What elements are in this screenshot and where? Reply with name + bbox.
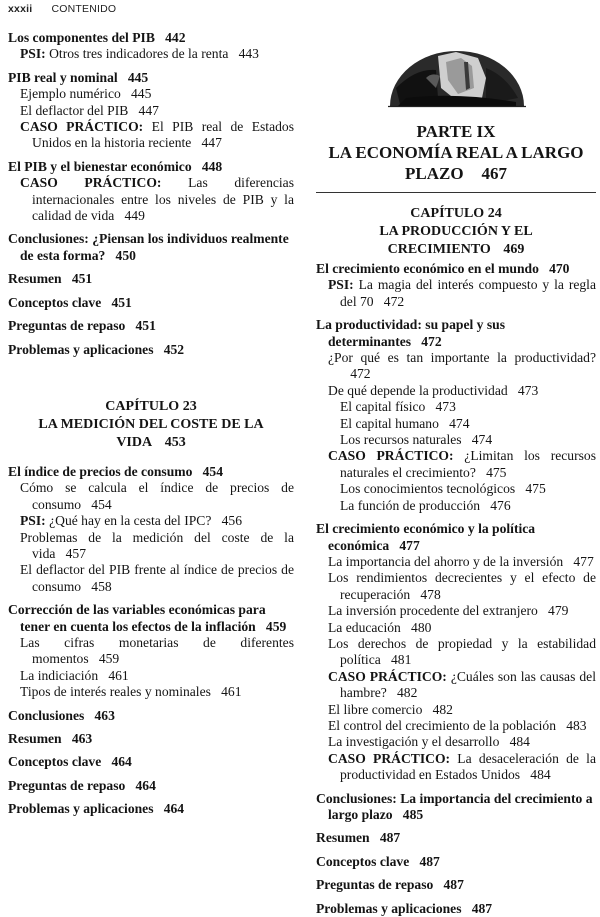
- chapter-24-label: CAPÍTULO 24: [410, 206, 502, 221]
- entry-label: CASO PRÁCTICO:: [20, 119, 144, 135]
- entry-page-number: 459: [265, 618, 287, 634]
- toc-subsection-entry[interactable]: [8, 635, 294, 668]
- entry-page-number: 487: [379, 830, 401, 846]
- entry-page-number: 463: [94, 707, 115, 723]
- toc-subsection-entry[interactable]: [316, 734, 596, 750]
- entry-title: Cómo se calcula el índice de precios de consumo: [20, 480, 294, 512]
- toc-subsection-entry[interactable]: [316, 620, 596, 636]
- entry-label: CASO PRÁCTICO:: [328, 448, 454, 464]
- entry-page-number: 485: [402, 807, 424, 822]
- entry-title: El índice de precios de consumo: [8, 463, 193, 479]
- entry-title: Preguntas de repaso: [8, 318, 126, 334]
- toc-subsection-entry[interactable]: [8, 562, 294, 595]
- toc-section-entry[interactable]: [8, 271, 294, 287]
- toc-section-entry[interactable]: [316, 521, 596, 554]
- entry-page-number: 451: [71, 271, 93, 287]
- entry-page-number: 475: [525, 481, 546, 497]
- part-heading[interactable]: [316, 142, 596, 184]
- toc-subsection-entry[interactable]: [316, 277, 596, 310]
- part-illustration: [386, 48, 528, 108]
- toc-subsection-entry[interactable]: [316, 481, 596, 497]
- toc-section-entry[interactable]: [8, 754, 294, 770]
- entry-page-number: 479: [548, 603, 569, 619]
- toc-subsection-entry[interactable]: [316, 570, 596, 603]
- entry-title: Conclusiones: [8, 707, 85, 723]
- toc-subsection-entry[interactable]: [316, 498, 596, 514]
- entry-title: Los derechos de propiedad y la estabilidad política: [328, 635, 596, 668]
- entry-title: Problemas y aplicaciones: [8, 341, 154, 357]
- toc-subsection-entry[interactable]: [8, 480, 294, 513]
- toc-subsection-entry[interactable]: [316, 669, 596, 702]
- toc-left-column: [8, 30, 294, 818]
- entry-title: Problemas y aplicaciones: [8, 801, 154, 817]
- entry-page-number: 459: [98, 651, 120, 667]
- toc-list: [8, 464, 294, 818]
- entry-title: ¿Cuáles son las causas del hambre?: [340, 668, 596, 701]
- entry-title: Las diferencias internacionales entre los niveles de PIB y la calidad de vida: [32, 175, 295, 224]
- toc-section-entry[interactable]: [316, 901, 596, 917]
- toc-subsection-entry[interactable]: [8, 103, 294, 119]
- entry-title: La educación: [328, 619, 401, 635]
- entry-page-number: 483: [566, 717, 587, 733]
- entry-label: CASO PRÁCTICO:: [328, 668, 447, 684]
- entry-title: El PIB y el bienestar económico: [8, 158, 192, 174]
- entry-title: Resumen: [8, 271, 62, 287]
- part-title: LA ECONOMÍA REAL A LARGO PLAZO: [328, 143, 584, 183]
- entry-title: El capital físico: [340, 399, 426, 415]
- entry-page-number: 442: [165, 30, 186, 45]
- toc-list: [316, 261, 596, 917]
- entry-title: La desaceleración de la productividad en Estados Unidos: [340, 750, 596, 783]
- entry-page-number: 458: [91, 578, 112, 594]
- entry-title: La indiciación: [20, 667, 99, 683]
- entry-page-number: 447: [138, 102, 159, 118]
- entry-page-number: 473: [435, 399, 456, 415]
- entry-label: CASO PRÁCTICO:: [328, 750, 451, 766]
- entry-title: ¿Qué hay en la cesta del IPC?: [49, 513, 212, 529]
- entry-page-number: 449: [124, 208, 145, 224]
- toc-subsection-entry[interactable]: [316, 751, 596, 784]
- toc-section-entry[interactable]: [316, 854, 596, 870]
- entry-page-number: 461: [108, 667, 129, 683]
- toc-section-entry[interactable]: [8, 295, 294, 311]
- toc-right-column: [316, 121, 596, 917]
- entry-page-number: 484: [530, 767, 551, 783]
- entry-page-number: 472: [421, 333, 442, 349]
- entry-label: PSI:: [20, 46, 46, 62]
- entry-title: El crecimiento económico en el mundo: [316, 261, 539, 276]
- entry-page-number: 480: [411, 619, 432, 635]
- entry-page-number: 487: [471, 900, 493, 916]
- entry-page-number: 472: [350, 366, 371, 382]
- toc-section-entry[interactable]: [316, 317, 596, 350]
- entry-title: ¿Por qué es tan importante la productividad?: [328, 350, 596, 366]
- entry-title: Los rendimientos decrecientes y el efecto de recuperación: [328, 570, 596, 602]
- entry-title: De qué depende la productividad: [328, 382, 508, 398]
- toc-section-entry[interactable]: [8, 708, 294, 724]
- toc-subsection-entry[interactable]: [316, 636, 596, 669]
- toc-section-entry[interactable]: [8, 342, 294, 358]
- entry-title: PIB real y nominal: [8, 69, 118, 85]
- toc-section-entry[interactable]: [8, 731, 294, 747]
- toc-subsection-entry[interactable]: [8, 119, 294, 152]
- entry-title: Corrección de las variables económicas para tener en cuenta los efectos de la inflación: [8, 602, 266, 634]
- entry-page-number: 445: [127, 69, 149, 85]
- toc-subsection-entry[interactable]: [316, 383, 596, 399]
- entry-page-number: 475: [486, 464, 507, 480]
- toc-subsection-entry[interactable]: [316, 416, 596, 432]
- entry-title: Problemas de la medición del coste de la vida: [20, 529, 294, 561]
- chapter-23-label: CAPÍTULO 23: [105, 398, 197, 414]
- entry-title: El deflactor del PIB: [20, 102, 129, 118]
- toc-section-entry[interactable]: [316, 261, 596, 277]
- chapter-24-heading[interactable]: [316, 223, 596, 259]
- toc-section-entry[interactable]: [8, 778, 294, 794]
- entry-page-number: 477: [399, 537, 420, 553]
- part-label: PARTE IX: [416, 122, 496, 141]
- entry-title: El capital humano: [340, 415, 439, 431]
- entry-title: La función de producción: [340, 497, 481, 513]
- entry-page-number: 477: [573, 553, 594, 569]
- toc-subsection-entry[interactable]: [8, 513, 294, 529]
- entry-page-number: 482: [432, 701, 453, 717]
- entry-page-number: 481: [390, 652, 412, 668]
- toc-subsection-entry[interactable]: [316, 718, 596, 734]
- toc-subsection-entry[interactable]: [316, 702, 596, 718]
- entry-title: Conclusiones: La importancia del crecimiento a largo plazo: [316, 790, 593, 822]
- entry-page-number: 454: [91, 496, 112, 512]
- toc-section-entry[interactable]: [8, 70, 294, 86]
- entry-page-number: 487: [419, 853, 440, 869]
- entry-title: Preguntas de repaso: [8, 777, 126, 793]
- entry-page-number: 463: [71, 731, 93, 746]
- entry-title: El PIB real de Estados Unidos en la historia reciente: [32, 119, 294, 151]
- chapter-23-page: 453: [164, 434, 186, 450]
- entry-title: Resumen: [316, 830, 370, 846]
- toc-subsection-entry[interactable]: [8, 684, 294, 700]
- entry-title: Preguntas de repaso: [316, 877, 434, 893]
- entry-title: Los conocimientos tecnológicos: [340, 481, 516, 497]
- toc-list: [8, 30, 294, 358]
- entry-title: El libre comercio: [328, 701, 423, 717]
- entry-title: Conclusiones: ¿Piensan los individuos realmente de esta forma?: [8, 231, 289, 263]
- page-number: xxxii: [8, 3, 33, 15]
- entry-title: Los componentes del PIB: [8, 30, 155, 45]
- entry-page-number: 447: [201, 135, 222, 151]
- entry-page-number: 476: [490, 497, 511, 513]
- entry-title: Problemas y aplicaciones: [316, 900, 462, 916]
- toc-subsection-entry[interactable]: [316, 350, 596, 383]
- entry-page-number: 448: [201, 158, 223, 174]
- entry-title: La inversión procedente del extranjero: [328, 603, 538, 619]
- entry-page-number: 478: [420, 586, 441, 602]
- entry-label: CASO PRÁCTICO:: [20, 175, 162, 191]
- entry-title: Tipos de interés reales y nominales: [20, 684, 211, 700]
- entry-title: Resumen: [8, 731, 62, 746]
- entry-page-number: 473: [517, 382, 539, 398]
- toc-section-entry[interactable]: [8, 318, 294, 334]
- toc-subsection-entry[interactable]: [316, 399, 596, 415]
- entry-page-number: 451: [111, 294, 132, 310]
- entry-page-number: 464: [135, 777, 156, 793]
- entry-page-number: 472: [383, 293, 405, 309]
- toc-subsection-entry[interactable]: [316, 432, 596, 448]
- toc-subsection-entry[interactable]: [316, 603, 596, 619]
- running-head: [8, 3, 116, 15]
- section-title: CONTENIDO: [51, 3, 117, 15]
- entry-page-number: 474: [471, 432, 493, 448]
- toc-section-entry[interactable]: [8, 801, 294, 817]
- entry-page-number: 464: [111, 754, 132, 770]
- toc-section-entry[interactable]: [316, 877, 596, 893]
- chapter-23-title: LA MEDICIÓN DEL COSTE DE LA VIDA: [38, 416, 264, 450]
- chapter-24-title: LA PRODUCCIÓN Y EL CRECIMIENTO: [379, 224, 533, 257]
- entry-title: El control del crecimiento de la población: [328, 717, 556, 733]
- entry-title: Los recursos naturales: [340, 432, 462, 448]
- entry-page-number: 452: [163, 341, 185, 357]
- toc-section-entry[interactable]: [8, 464, 294, 480]
- toc-section-entry[interactable]: [316, 830, 596, 846]
- entry-label: PSI:: [20, 513, 46, 529]
- entry-page-number: 450: [115, 247, 136, 263]
- toc-section-entry[interactable]: [8, 30, 294, 46]
- chapter-23-heading[interactable]: [8, 416, 294, 452]
- entry-page-number: 464: [163, 801, 185, 817]
- toc-subsection-entry[interactable]: [8, 46, 294, 62]
- toc-section-entry[interactable]: [8, 159, 294, 175]
- toc-subsection-entry[interactable]: [316, 448, 596, 481]
- entry-page-number: 487: [443, 877, 464, 893]
- entry-title: Las cifras monetarias de diferentes momentos: [20, 634, 294, 667]
- toc-section-entry[interactable]: [316, 791, 596, 824]
- part-page: 467: [481, 164, 507, 183]
- entry-title: La magia del interés compuesto y la regla del 70: [340, 277, 596, 309]
- entry-title: Conceptos clave: [8, 754, 102, 770]
- entry-title: La importancia del ahorro y de la inversión: [328, 553, 564, 569]
- toc-subsection-entry[interactable]: [8, 86, 294, 102]
- toc-subsection-entry[interactable]: [316, 554, 596, 570]
- entry-page-number: 456: [221, 513, 242, 529]
- toc-subsection-entry[interactable]: [8, 530, 294, 563]
- entry-title: Ejemplo numérico: [20, 86, 121, 102]
- entry-title: La productividad: su papel y sus determinantes: [316, 317, 505, 349]
- toc-section-entry[interactable]: [8, 602, 294, 635]
- entry-page-number: 445: [130, 86, 152, 102]
- entry-page-number: 443: [238, 46, 259, 62]
- entry-page-number: 484: [509, 734, 530, 750]
- entry-title: El deflactor del PIB frente al índice de precios de consumo: [20, 562, 294, 594]
- toc-section-entry[interactable]: [8, 231, 294, 264]
- entry-page-number: 457: [65, 545, 86, 561]
- chapter-24-page: 469: [503, 242, 525, 257]
- entry-page-number: 454: [202, 463, 223, 479]
- entry-page-number: 482: [396, 685, 418, 701]
- toc-subsection-entry[interactable]: [8, 668, 294, 684]
- entry-title: El crecimiento económico y la política económica: [316, 521, 536, 553]
- entry-page-number: 474: [449, 415, 470, 431]
- entry-page-number: 461: [221, 684, 242, 700]
- entry-title: Otros tres indicadores de la renta: [49, 46, 229, 62]
- toc-subsection-entry[interactable]: [8, 175, 294, 224]
- entry-page-number: 470: [549, 261, 570, 276]
- entry-label: PSI:: [328, 277, 354, 293]
- entry-title: Conceptos clave: [316, 853, 410, 869]
- entry-title: ¿Limitan los recursos naturales el crecimiento?: [340, 448, 597, 480]
- entry-title: La investigación y el desarrollo: [328, 734, 500, 750]
- entry-page-number: 451: [135, 318, 156, 334]
- entry-title: Conceptos clave: [8, 294, 102, 310]
